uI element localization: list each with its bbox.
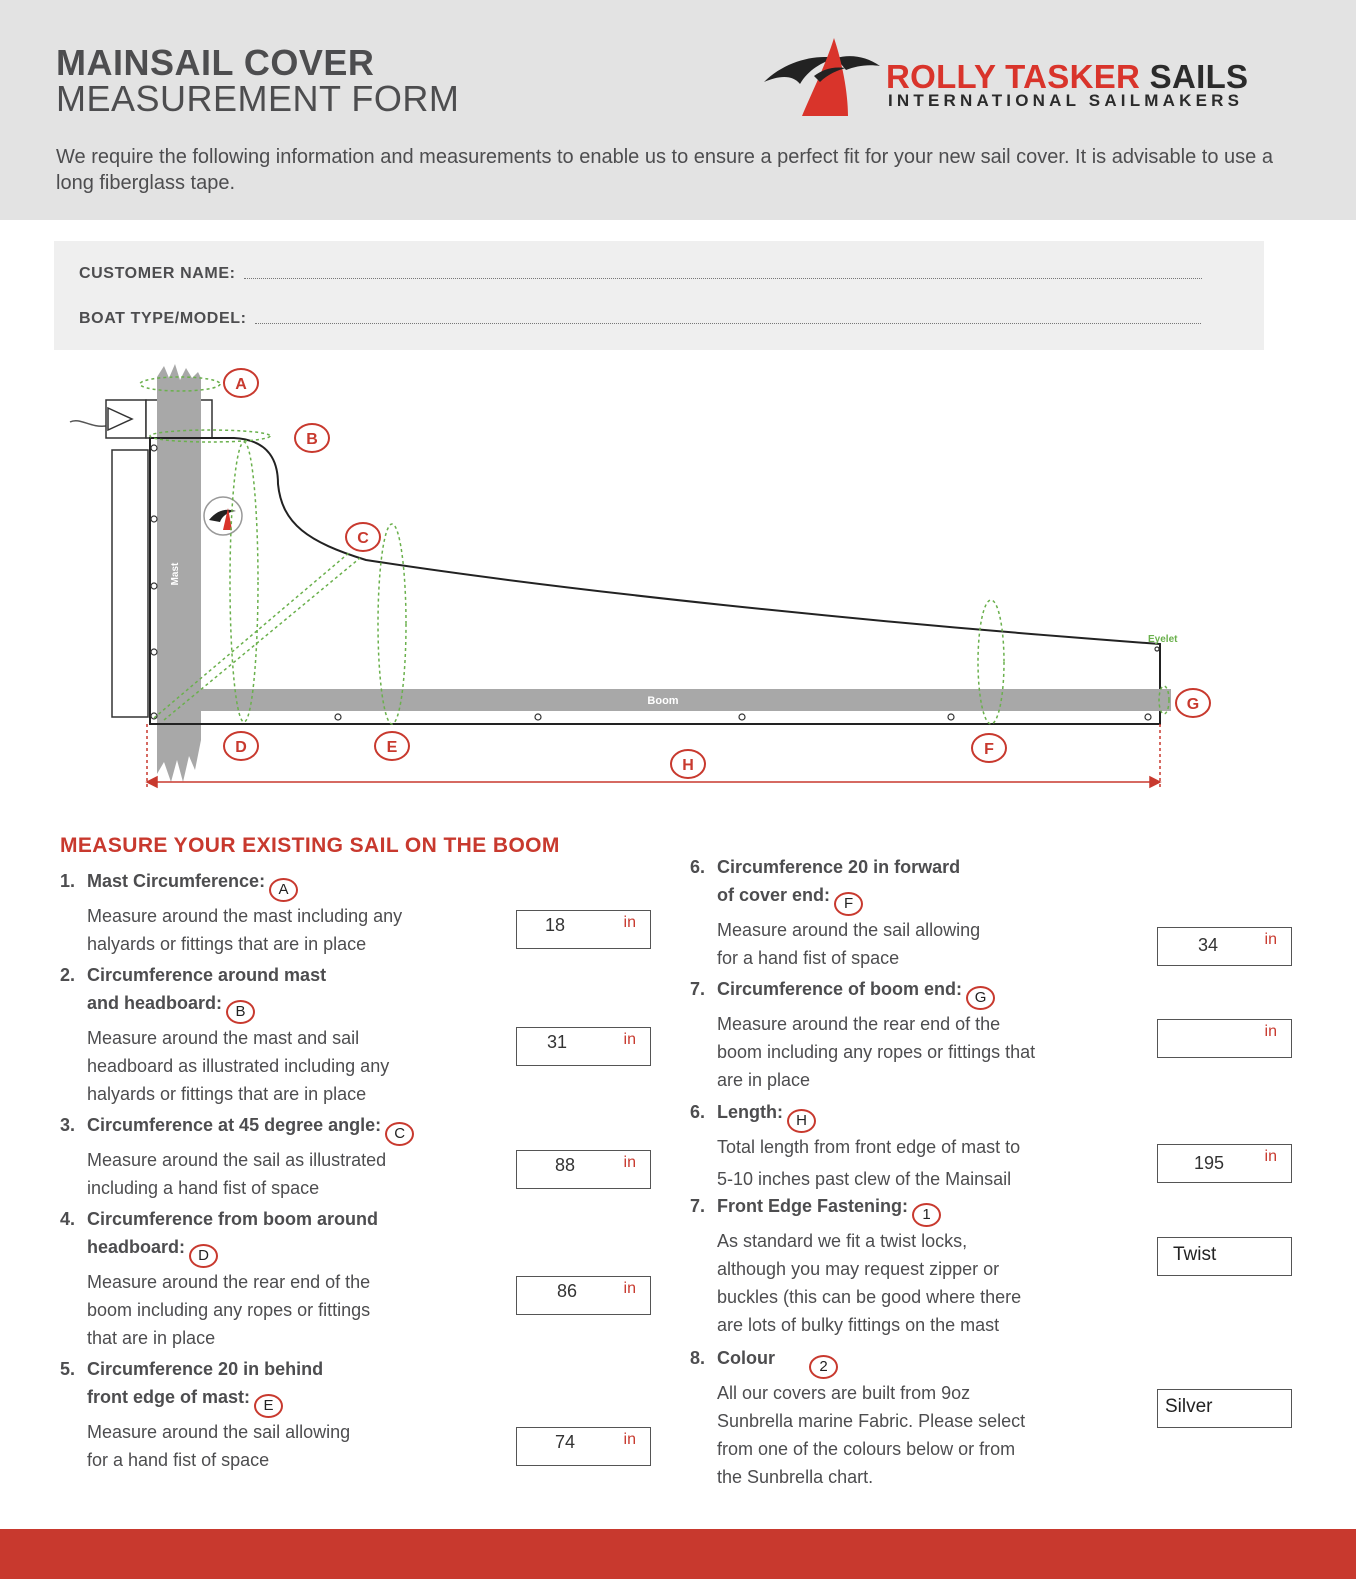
item-desc-line: Measure around the sail allowing <box>717 920 981 940</box>
boat-type-row <box>79 310 1201 328</box>
item-desc-line: that are in place <box>87 1328 216 1348</box>
item-desc-line: although you may request zipper or <box>717 1259 1000 1279</box>
customer-name-label: CUSTOMER NAME: <box>79 265 236 282</box>
intro-text: We require the following information and measurements to enable us to ensure a perfect fit for your new sail cover. It is advisable to use a long fiberglass tape. <box>56 146 1273 194</box>
item-number: 7. <box>690 979 706 999</box>
item-number: 3. <box>60 1115 76 1135</box>
customer-name-row <box>79 265 1202 283</box>
section-title: MEASURE YOUR EXISTING SAIL ON THE BOOM <box>60 834 560 857</box>
length-arrow <box>147 724 1160 790</box>
item-desc-line: Measure around the rear end of the <box>717 1014 1001 1034</box>
brand-name-dark: SAILS <box>1149 58 1249 95</box>
boom-headboard-circumference-input[interactable]: 86 in <box>516 1276 651 1315</box>
boat-type-field[interactable] <box>255 323 1201 324</box>
item-desc-line: the Sunbrella chart. <box>717 1467 874 1487</box>
front-edge-fastening-input[interactable]: Twist <box>1157 1237 1292 1276</box>
item-desc-line: boom including any ropes or fittings <box>87 1300 371 1320</box>
item-desc-line: for a hand fist of space <box>87 1450 270 1470</box>
item-heading: Circumference from boom around <box>87 1209 379 1229</box>
item-desc-line: Measure around the sail as illustrated <box>87 1150 387 1170</box>
item-desc-line: All our covers are built from 9oz <box>717 1383 971 1403</box>
measure-item-7 <box>690 975 1035 1094</box>
brand-tagline: INTERNATIONAL SAILMAKERS <box>888 91 1244 110</box>
svg-text:F: F <box>984 741 994 758</box>
sail-cover-diagram <box>60 362 1300 802</box>
item-number: 6. <box>690 857 706 877</box>
item-desc-line: Measure around the rear end of the <box>87 1272 371 1292</box>
item-desc-line: Measure around the mast and sail <box>87 1028 360 1048</box>
item-heading: Length: H <box>690 1098 1020 1133</box>
item-number: 8. <box>690 1348 706 1368</box>
marker-g-icon: G <box>966 986 995 1010</box>
measure-item-6 <box>690 853 980 972</box>
sail-bird-logo-icon <box>762 36 887 120</box>
item-desc-line: Measure around the sail allowing <box>87 1422 351 1442</box>
item-heading: and headboard: B <box>60 989 389 1024</box>
header-band <box>0 0 1356 220</box>
boom-label: Boom <box>647 695 679 707</box>
item-heading: of cover end: F <box>690 881 980 916</box>
item-desc-line: 5-10 inches past clew of the Mainsail <box>717 1169 1012 1189</box>
measure-item-1 <box>60 867 402 958</box>
measure-item-length <box>690 1098 1020 1193</box>
behind-mast-circumference-input[interactable]: 74 in <box>516 1427 651 1466</box>
item-number: 2. <box>60 965 76 985</box>
company-logo <box>762 36 1282 120</box>
measure-item-2 <box>60 961 389 1108</box>
svg-text:B: B <box>306 431 318 448</box>
measure-item-5 <box>60 1355 350 1474</box>
customer-name-field[interactable] <box>244 278 1202 279</box>
item-desc-line: are lots of bulky fittings on the mast <box>717 1315 1000 1335</box>
item-desc-line: from one of the colours below or from <box>717 1439 1016 1459</box>
item-heading: Circumference 20 in forward <box>717 857 961 877</box>
marker-h-icon: H <box>787 1109 816 1133</box>
svg-text:H: H <box>682 757 694 774</box>
measure-item-4 <box>60 1205 378 1352</box>
forward-cover-end-circumference-input[interactable]: 34 in <box>1157 927 1292 966</box>
measure-item-colour <box>690 1344 1025 1491</box>
item-desc-line: Total length from front edge of mast to <box>717 1137 1021 1157</box>
item-number: 6. <box>690 1102 706 1122</box>
footer-band <box>0 1529 1356 1579</box>
item-desc-line: are in place <box>717 1070 811 1090</box>
svg-text:G: G <box>1186 696 1200 713</box>
mast-circumference-input[interactable]: 18 in <box>516 910 651 949</box>
marker-1-icon: 1 <box>912 1203 941 1227</box>
svg-text:D: D <box>235 739 247 756</box>
customer-info-box <box>54 241 1264 350</box>
item-desc-line: Measure around the mast including any <box>87 906 403 926</box>
item-desc-line: halyards or fittings that are in place <box>87 1084 367 1104</box>
mast-side-panel <box>112 450 148 717</box>
form-title-line1: MAINSAIL COVER <box>56 42 375 83</box>
item-desc-line: headboard as illustrated including any <box>87 1056 390 1076</box>
measure-item-3 <box>60 1111 414 1202</box>
twist-lock-fasteners <box>151 445 1159 720</box>
mast-headboard-circumference-input[interactable]: 31 in <box>516 1027 651 1066</box>
item-heading: Mast Circumference: A <box>60 867 402 902</box>
marker-f-icon: F <box>834 892 863 916</box>
item-desc-line: including a hand fist of space <box>87 1178 320 1198</box>
marker-e-icon: E <box>254 1394 283 1418</box>
marker-h-icon <box>671 750 705 778</box>
marker-c-icon <box>346 523 380 551</box>
item-number: 4. <box>60 1209 76 1229</box>
diagram-markers <box>224 369 1210 778</box>
marker-d-icon <box>224 732 258 760</box>
marker-e-icon <box>375 732 409 760</box>
boat-type-label: BOAT TYPE/MODEL: <box>79 310 247 327</box>
measurement-guides <box>140 377 1169 724</box>
item-desc-line: As standard we fit a twist locks, <box>717 1231 968 1251</box>
cover-outline <box>150 438 1160 724</box>
item-heading: Colour 2 <box>690 1344 1025 1379</box>
item-desc-line: boom including any ropes or fittings that <box>717 1042 1036 1062</box>
item-heading: Circumference 20 in behind <box>87 1359 324 1379</box>
length-input[interactable]: 195 in <box>1157 1144 1292 1183</box>
marker-d-icon: D <box>189 1244 218 1268</box>
form-title-line2: MEASUREMENT FORM <box>56 78 460 119</box>
svg-text:A: A <box>235 376 247 393</box>
marker-f-icon <box>972 734 1006 762</box>
item-number: 5. <box>60 1359 76 1379</box>
item-number: 7. <box>690 1196 706 1216</box>
measure-item-fastening <box>690 1192 1021 1339</box>
marker-g-icon <box>1176 689 1210 717</box>
item-heading: Circumference at 45 degree angle: C <box>60 1111 414 1146</box>
colour-input[interactable]: Silver <box>1157 1389 1292 1428</box>
item-desc-line: halyards or fittings that are in place <box>87 934 367 954</box>
item-heading: front edge of mast: E <box>60 1383 350 1418</box>
mast-label: Mast <box>170 562 181 586</box>
item-number: 1. <box>60 871 76 891</box>
angle-circumference-input[interactable]: 88 in <box>516 1150 651 1189</box>
item-desc-line: buckles (this can be good where there <box>717 1287 1022 1307</box>
item-heading: Front Edge Fastening: 1 <box>690 1192 1021 1227</box>
halyard-line <box>70 421 106 427</box>
item-desc-line: for a hand fist of space <box>717 948 900 968</box>
boom-end-circumference-input[interactable]: in <box>1157 1019 1292 1058</box>
item-heading: Circumference around mast <box>87 965 327 985</box>
brand-name-red: ROLLY TASKER <box>886 58 1141 95</box>
svg-text:C: C <box>357 530 369 547</box>
marker-b-icon: B <box>226 1000 255 1024</box>
marker-a-icon <box>224 369 258 397</box>
item-heading: headboard: D <box>60 1233 378 1268</box>
boom-shape <box>201 689 1171 711</box>
item-desc-line: Sunbrella marine Fabric. Please select <box>717 1411 1026 1431</box>
item-heading: Circumference of boom end: G <box>690 975 1035 1010</box>
marker-c-icon: C <box>385 1122 414 1146</box>
eyelet-label: Eyelet <box>1148 634 1178 645</box>
marker-2-icon: 2 <box>809 1355 838 1379</box>
marker-b-icon <box>295 424 329 452</box>
svg-text:E: E <box>386 739 398 756</box>
marker-a-icon: A <box>269 878 298 902</box>
